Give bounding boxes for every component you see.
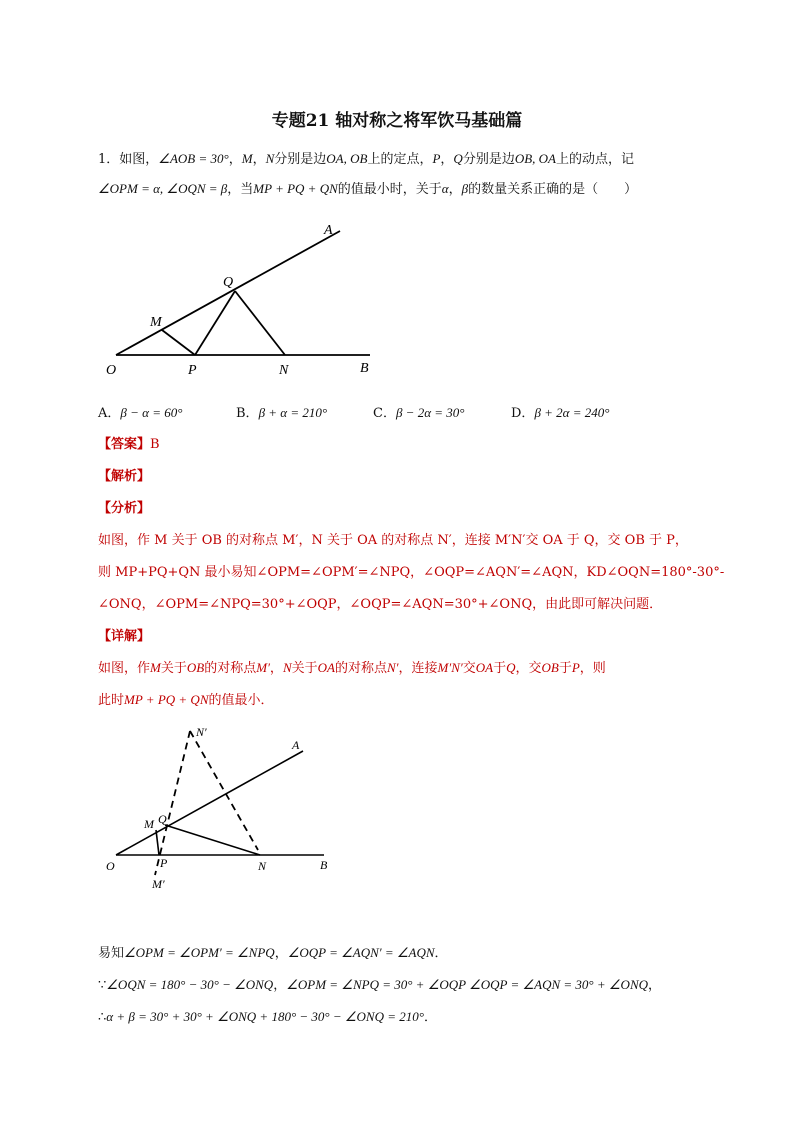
label-B: B	[360, 361, 369, 376]
question-line-1: 1．如图，∠AOB = 30°，M，N分别是边OA, OB上的定点，P，Q分别是边OB, OA上的动点，记	[98, 151, 635, 167]
ray-OA	[116, 231, 340, 355]
label-O: O	[106, 859, 115, 873]
fenxi-line-3: ∠ONQ，∠OPM=∠NPQ=30°+∠OQP，∠OQP=∠AQN=30°+∠ONQ，由此即可解决问题．	[98, 597, 663, 612]
fenxi-tag: 【分析】	[98, 501, 151, 516]
label-N: N	[279, 363, 289, 378]
label-M: M	[144, 817, 154, 831]
label-B: B	[320, 858, 328, 872]
label-O: O	[106, 363, 117, 378]
solution-line-1: 易知∠OPM = ∠OPM′ = ∠NPQ，∠OQP = ∠AQN′ = ∠AQN．	[98, 945, 448, 961]
label-N: N	[258, 859, 267, 873]
figure-1-diagram	[98, 212, 388, 382]
segment-QN	[235, 291, 285, 355]
fenxi-line-2: 则 MP+PQ+QN 最小易知∠OPM=∠OPM′=∠NPQ，∠OQP=∠AQN′=∠AQN，KD∠OQN=180°-30°-	[98, 565, 725, 580]
detail-line-2: 此时MP + PQ + QN的值最小．	[98, 692, 274, 708]
page-title: 专题21 轴对称之将军饮马基础篇	[271, 111, 523, 131]
segment-MP	[156, 830, 159, 855]
answer-row: 【答案】B	[98, 437, 160, 452]
label-A: A	[324, 223, 333, 238]
label-P: P	[188, 363, 197, 378]
analysis-tag: 【解析】	[98, 469, 151, 484]
question-line-2: ∠OPM = α, ∠OQN = β，当MP + PQ + QN的值最小时，关于α，β的数量关系正确的是（ ）	[98, 181, 638, 197]
detail-tag: 【详解】	[98, 629, 151, 644]
dashed-N2-M2	[155, 731, 190, 875]
question-number: 1．	[98, 152, 120, 167]
option-a: A．β − α = 60°	[98, 405, 183, 421]
label-M: M	[150, 315, 162, 330]
segment-MP	[162, 330, 195, 355]
label-A: A	[292, 738, 300, 752]
figure-2-diagram	[98, 718, 348, 898]
fenxi-line-1: 如图，作 M 关于 OB 的对称点 M′，N 关于 OA 的对称点 N′，连接 M′N′交 OA 于 Q，交 OB 于 P，	[98, 533, 688, 548]
option-d: D．β + 2α = 240°	[511, 405, 610, 421]
solution-line-2: ∵∠OQN = 180° − 30° − ∠ONQ，∠OPM = ∠NPQ = 30° + ∠OQP ∠OQP = ∠AQN = 30° + ∠ONQ，	[98, 977, 662, 993]
label-N-prime: N′	[196, 725, 207, 739]
answer-value: B	[150, 437, 160, 452]
solution-line-3: ∴α + β = 30° + 30° + ∠ONQ + 180° − 30° − ∠ONQ = 210°．	[98, 1009, 437, 1025]
option-c: C．β − 2α = 30°	[373, 405, 465, 421]
label-Q: Q	[158, 812, 167, 826]
label-M-prime: M′	[152, 877, 165, 891]
label-P: P	[160, 856, 168, 870]
detail-line-1: 如图，作M关于OB的对称点M′，N关于OA的对称点N′，连接M′N′交OA于Q，交OB于P，则	[98, 660, 606, 676]
label-Q: Q	[223, 275, 234, 290]
dashed-N2-N	[190, 731, 258, 850]
option-b: B．β + α = 210°	[236, 405, 328, 421]
